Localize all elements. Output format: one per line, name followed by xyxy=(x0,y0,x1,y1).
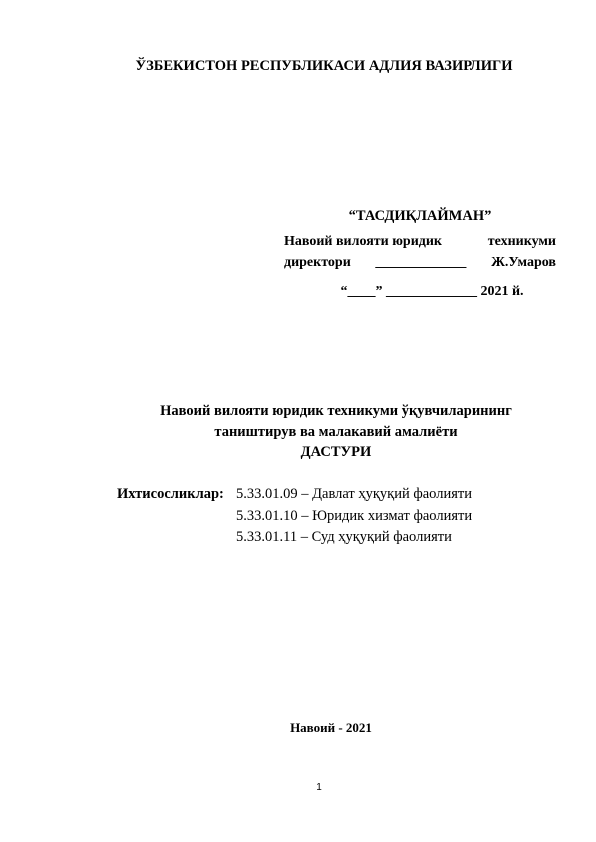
approval-director-name: Ж.Умаров xyxy=(491,255,556,270)
approval-line-2 xyxy=(284,255,556,271)
page-number: 1 xyxy=(316,782,322,793)
program-title-line-1: Навоий вилояти юридик техникуми ўқувчиларининг xyxy=(160,403,512,419)
approval-title: “ТАСДИҚЛАЙМАН” xyxy=(348,208,492,224)
specialties-label: Ихтисосликлар: xyxy=(117,486,224,502)
footer-city-year: Навоий - 2021 xyxy=(290,720,372,735)
specialty-item: 5.33.01.09 – Давлат ҳуқуқий фаолияти xyxy=(236,486,473,502)
approval-line-1-left: Навоий вилояти юридик xyxy=(284,234,442,249)
approval-director-label: директори xyxy=(284,255,351,270)
specialty-item: 5.33.01.10 – Юридик хизмат фаолияти xyxy=(236,508,473,524)
specialty-item: 5.33.01.11 – Суд ҳуқуқий фаолияти xyxy=(236,529,452,545)
approval-signature-blank: _____________ xyxy=(375,255,467,270)
approval-line-1-right: техникуми xyxy=(487,234,556,249)
ministry-heading: ЎЗБЕКИСТОН РЕСПУБЛИКАСИ АДЛИЯ ВАЗИРЛИГИ xyxy=(135,58,513,74)
approval-line-1 xyxy=(284,234,556,250)
program-title-line-2: таништирув ва малакавий амалиёти xyxy=(214,424,458,440)
program-title-line-3: ДАСТУРИ xyxy=(300,444,372,460)
approval-date-line: “____” _____________ 2021 й. xyxy=(340,284,524,299)
